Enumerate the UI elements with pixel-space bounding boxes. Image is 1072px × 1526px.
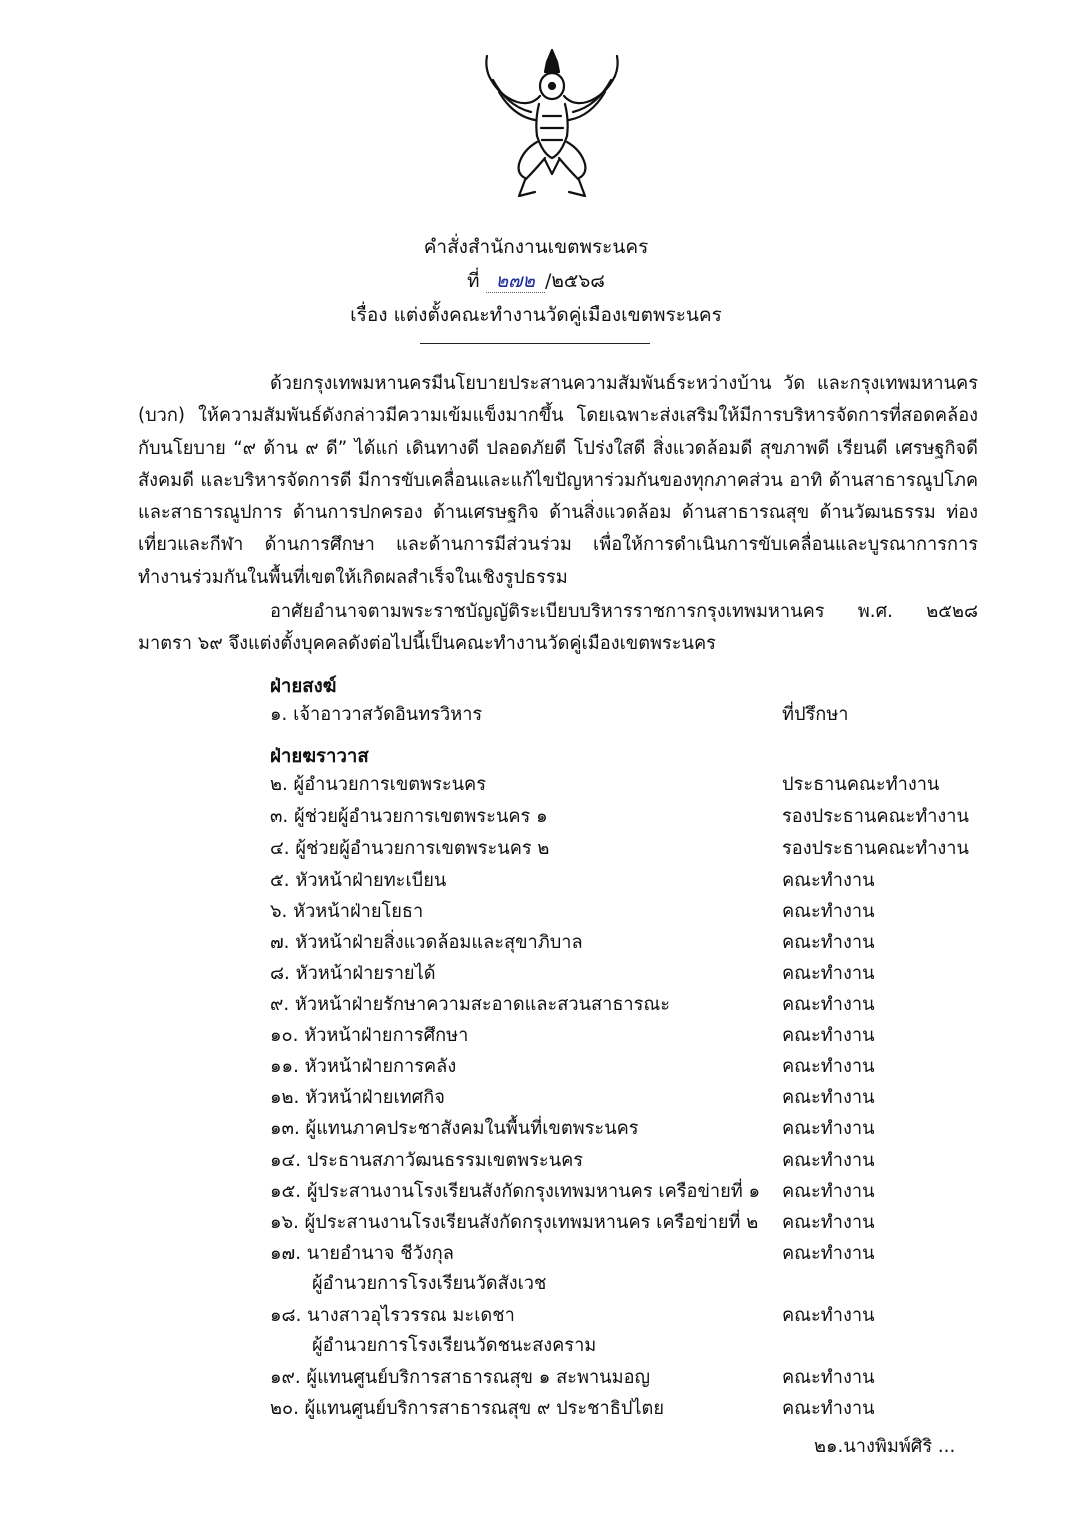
order-title: คำสั่งสำนักงานเขตพระนคร — [423, 236, 649, 258]
member-role: คณะทำงาน — [782, 901, 875, 922]
member-role: คณะทำงาน — [782, 1305, 875, 1326]
body-paragraph-2: อาศัยอำนาจตามพระราชบัญญัติระเบียบบริหารราชการกรุงเทพมหานคร พ.ศ. ๒๕๒๘ มาตรา ๖๙ จึงแต่งตั้งบุคคลดังต่อไปนี้เป็นคณะทำงานวัดคู่เมืองเขตพระนคร — [138, 601, 978, 655]
member-role: คณะทำงาน — [782, 1181, 875, 1202]
member-role: คณะทำงาน — [782, 1087, 875, 1108]
member-name: ๑๐. หัวหน้าฝ่ายการศึกษา — [270, 1025, 469, 1046]
member-role: รองประธานคณะทำงาน — [782, 806, 969, 827]
member-position: ผู้อำนวยการโรงเรียนวัดสังเวช — [312, 1273, 547, 1294]
member-role: คณะทำงาน — [782, 1398, 875, 1419]
member-row — [270, 1363, 970, 1391]
member-role: คณะทำงาน — [782, 870, 875, 891]
member-row — [270, 1114, 970, 1142]
member-row — [270, 1146, 970, 1174]
member-name: ๒๐. ผู้แทนศูนย์บริการสาธารณสุข ๙ ประชาธิปไตย — [270, 1398, 664, 1419]
member-name: ๗. หัวหน้าฝ่ายสิ่งแวดล้อมและสุขาภิบาล — [270, 932, 583, 953]
member-row — [270, 1394, 970, 1422]
member-name: ๔. ผู้ช่วยผู้อำนวยการเขตพระนคร ๒ — [270, 838, 550, 859]
member-role: ที่ปรึกษา — [782, 704, 849, 725]
member-name: ๑๔. ประธานสภาวัฒนธรรมเขตพระนคร — [270, 1150, 584, 1171]
member-row — [270, 802, 970, 830]
member-row — [270, 1021, 970, 1049]
order-number-prefix: ที่ — [467, 270, 480, 292]
member-name: ๑๗. นายอำนาจ ชีวังกุล — [270, 1243, 454, 1264]
member-row — [270, 1177, 970, 1205]
member-name: ๕. หัวหน้าฝ่ายทะเบียน — [270, 870, 447, 891]
section-heading-lay: ฝ่ายฆราวาส — [270, 746, 369, 767]
member-row — [270, 1052, 970, 1080]
member-name: ๑๘. นางสาวอุไรวรรณ มะเดชา — [270, 1305, 515, 1326]
member-role: คณะทำงาน — [782, 1212, 875, 1233]
body-paragraph-1: ด้วยกรุงเทพมหานครมีนโยบายประสานความสัมพันธ์ระหว่างบ้าน วัด และกรุงเทพมหานคร (บวก) ให้ความสัมพันธ์ดังกล่าวมีความเข้มแข็งมากขึ้น โดยเฉพาะส่งเสริมให้มีการบริหารจัดการที่สอดคล้องกับนโยบาย “๙ ด้าน ๙ ดี” ได้แก่ เดินทางดี ปลอดภัยดี โปร่งใสดี สิ่งแวดล้อมดี สุขภาพดี เรียนดี เศรษฐกิจดี สังคมดี และบริหารจัดการดี มีการขับเคลื่อนและแก้ไขปัญหาร่วมกันของทุกภาคส่วน อาทิ ด้านสาธารณูปโภคและสาธารณูปการ ด้านการปกครอง ด้านเศรษฐกิจ ด้านสิ่งแวดล้อม ด้านสาธารณสุข ด้านวัฒนธรรม ท่องเที่ยวและกีฬา ด้านการศึกษา และด้านการมีส่วนร่วม เพื่อให้การดำเนินการขับเคลื่อนและบูรณาการการทำงานร่วมกันในพื้นที่เขตให้เกิดผลสำเร็จในเชิงรูปธรรม — [138, 373, 978, 588]
order-number-handwritten: ๒๗๒ — [486, 270, 545, 293]
member-row — [270, 897, 970, 925]
member-name: ๑๕. ผู้ประสานงานโรงเรียนสังกัดกรุงเทพมหานคร เครือข่ายที่ ๑ — [270, 1181, 761, 1202]
member-name: ๘. หัวหน้าฝ่ายรายได้ — [270, 963, 436, 984]
member-name: ๑๒. หัวหน้าฝ่ายเทศกิจ — [270, 1087, 445, 1108]
member-row — [270, 1239, 970, 1294]
member-role: คณะทำงาน — [782, 994, 875, 1015]
member-name: ๙. หัวหน้าฝ่ายรักษาความสะอาดและสวนสาธารณะ — [270, 994, 671, 1015]
member-role: คณะทำงาน — [782, 963, 875, 984]
member-name: ๑๙. ผู้แทนศูนย์บริการสาธารณสุข ๑ สะพาน​มอญ — [270, 1367, 650, 1388]
member-name: ๑๖. ผู้ประสานงานโรงเรียนสังกัดกรุงเทพมหานคร เครือข่ายที่ ๒ — [270, 1212, 759, 1233]
member-role: รองประธานคณะทำงาน — [782, 838, 969, 859]
member-role: คณะทำงาน — [782, 1025, 875, 1046]
member-row — [270, 959, 970, 987]
section-heading-monk: ฝ่ายสงฆ์ — [270, 676, 337, 697]
member-name: ๑๑. หัวหน้าฝ่ายการคลัง — [270, 1056, 457, 1077]
member-role: คณะทำงาน — [782, 1150, 875, 1171]
member-name: ๒. ผู้อำนวยการเขตพระนคร — [270, 774, 486, 795]
member-row — [270, 990, 970, 1018]
member-row — [270, 1208, 970, 1236]
member-name: ๖. หัวหน้าฝ่ายโยธา — [270, 901, 424, 922]
member-name: ๑๓. ผู้แทนภาคประชาสังคมในพื้นที่เขตพระนคร — [270, 1118, 639, 1139]
order-number-suffix: /๒๕๖๘ — [544, 270, 605, 292]
member-row — [270, 928, 970, 956]
member-role: คณะทำงาน — [782, 1118, 875, 1139]
member-row — [270, 834, 970, 862]
member-role: คณะทำงาน — [782, 1056, 875, 1077]
member-position: ผู้อำนวยการโรงเรียนวัดชนะสงคราม — [312, 1335, 597, 1356]
member-row — [270, 700, 970, 728]
member-role: คณะทำงาน — [782, 1367, 875, 1388]
continuation-text: ๒๑.นางพิมพ์ศิริ ... — [814, 1436, 956, 1457]
order-subject: เรื่อง แต่งตั้งคณะทำงานวัดคู่เมืองเขตพระนคร — [350, 304, 722, 326]
member-role: ประธานคณะทำงาน — [782, 774, 940, 795]
member-role: คณะทำงาน — [782, 932, 875, 953]
member-row — [270, 1301, 970, 1356]
member-role: คณะทำงาน — [782, 1243, 875, 1264]
member-name: ๓. ผู้ช่วยผู้อำนวยการเขตพระนคร ๑ — [270, 806, 548, 827]
member-row — [270, 866, 970, 894]
member-row — [270, 1083, 970, 1111]
member-name: ๑. เจ้าอาวาสวัดอินทรวิหาร — [270, 704, 483, 725]
member-row — [270, 770, 970, 798]
